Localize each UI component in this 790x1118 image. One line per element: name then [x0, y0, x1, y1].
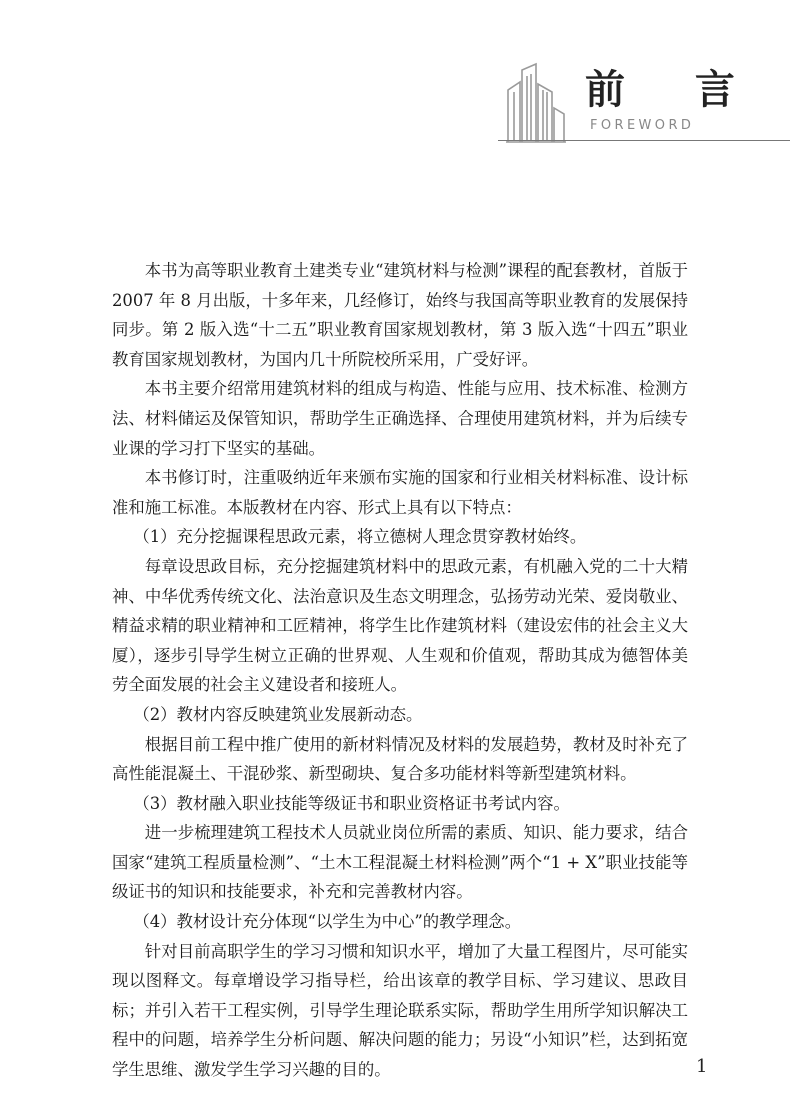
- feature-heading: （2）教材内容反映建筑业发展新动态。: [133, 704, 423, 724]
- foreword-body: [112, 256, 688, 1085]
- paragraph: 进一步梳理建筑工程技术人员就业岗位所需的素质、知识、能力要求，结合国家“建筑工程质量检测”、“土木工程混凝土材料检测”两个“1 + X”职业技能等级证书的知识和技能要求，补充和完善教材内容。: [112, 823, 688, 902]
- page-subtitle: FOREWORD: [590, 118, 695, 133]
- building-icon: [506, 62, 566, 144]
- header-divider: [498, 140, 790, 141]
- page-title: 前 言: [585, 67, 763, 113]
- paragraph: 本书主要介绍常用建筑材料的组成与构造、性能与应用、技术标准、检测方法、材料储运及保管知识，帮助学生正确选择、合理使用建筑材料，并为后续专业课的学习打下坚实的基础。: [112, 379, 688, 458]
- paragraph: 本书为高等职业教育土建类专业“建筑材料与检测”课程的配套教材，首版于 2007 年 8 月出版，十多年来，几经修订，始终与我国高等职业教育的发展保持同步。第 2 版入选“十二五”职业教育国家规划教材，第 3 版入选“十四五”职业教育国家规划教材，为国内几十所院校所采用，广受好评。: [112, 261, 688, 369]
- feature-heading: （3）教材融入职业技能等级证书和职业资格证书考试内容。: [133, 793, 570, 813]
- paragraph: 针对目前高职学生的学习习惯和知识水平，增加了大量工程图片，尽可能实现以图释文。每章增设学习指导栏，给出该章的教学目标、学习建议、思政目标；并引入若干工程实例，引导学生理论联系实际，帮助学生用所学知识解决工程中的问题，培养学生分析问题、解决问题的能力；另设“小知识”栏，达到拓宽学生思维、激发学生学习兴趣的目的。: [112, 941, 688, 1080]
- paragraph: 根据目前工程中推广使用的新材料情况及材料的发展趋势，教材及时补充了高性能混凝土、干混砂浆、新型砌块、复合多功能材料等新型建筑材料。: [112, 734, 688, 784]
- page-number: 1: [696, 1056, 708, 1077]
- paragraph: 本书修订时，注重吸纳近年来颁布实施的国家和行业相关材料标准、设计标准和施工标准。本版教材在内容、形式上具有以下特点：: [112, 468, 688, 517]
- feature-heading: （1）充分挖掘课程思政元素，将立德树人理念贯穿教材始终。: [133, 527, 587, 547]
- paragraph: 每章设思政目标，充分挖掘建筑材料中的思政元素，有机融入党的二十大精神、中华优秀传统文化、法治意识及生态文明理念，弘扬劳动光荣、爱岗敬业、精益求精的职业精神和工匠精神，将学生比作建筑材料（建设宏伟的社会主义大厦），逐步引导学生树立正确的世界观、人生观和价值观，帮助其成为德智体美劳全面发展的社会主义建设者和接班人。: [112, 556, 688, 695]
- feature-heading: （4）教材设计充分体现“以学生为中心”的教学理念。: [133, 912, 522, 932]
- page-header: [0, 0, 790, 150]
